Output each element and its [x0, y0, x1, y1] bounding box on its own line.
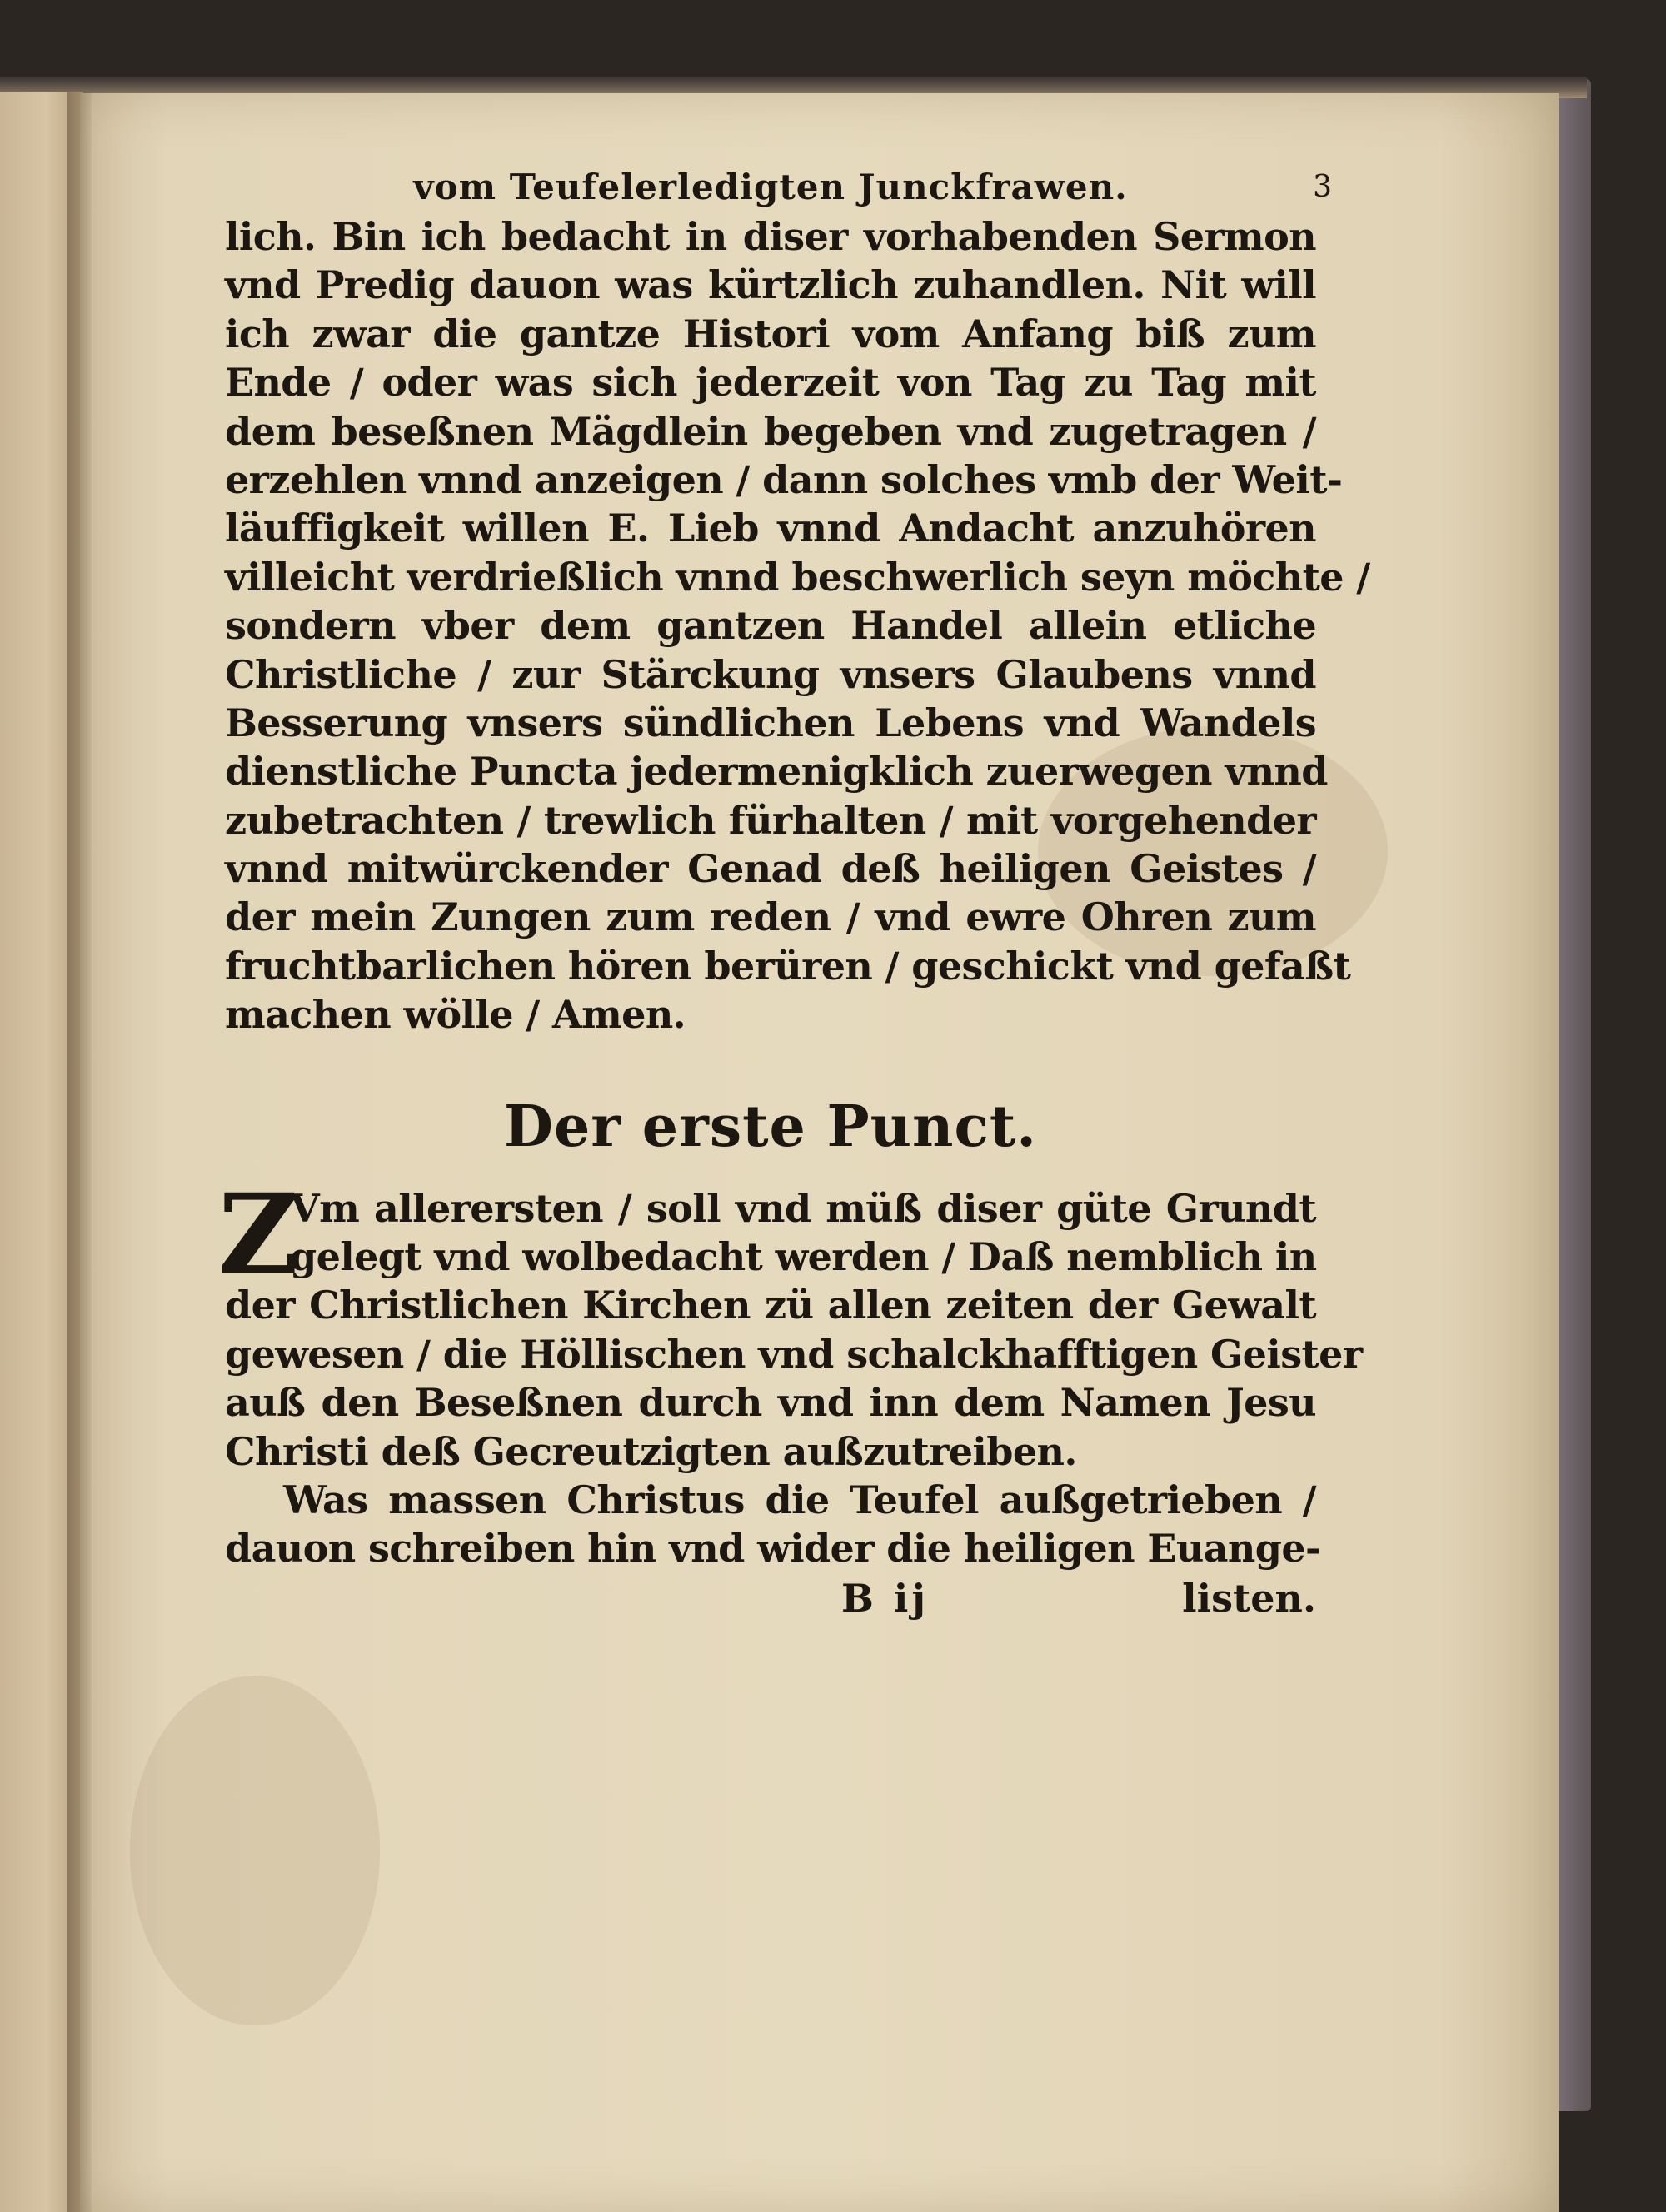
- book-gutter: [67, 92, 92, 2212]
- text-line: vnnd mitwürckender Genad deß heiligen Geistes /: [225, 846, 1316, 892]
- text-line: läuffigkeit willen E. Lieb vnnd Andacht anzuhören: [225, 506, 1316, 551]
- catchword: listen.: [1182, 1575, 1316, 1621]
- paper-stain: [130, 1676, 380, 2025]
- text-line: Was massen Christus die Teufel außgetrieben /: [283, 1477, 1316, 1522]
- page-footer: [225, 1573, 1316, 1623]
- text-line: der mein Zungen zum reden / vnd ewre Ohren zum: [225, 894, 1316, 940]
- text-line: Vm allerersten / soll vnd müß diser güte Grundt: [290, 1185, 1316, 1231]
- section-heading: Der erste Punct.: [504, 1093, 1037, 1160]
- running-head-title: vom Teufelerledigten Junckfrawen.: [413, 167, 1128, 207]
- page-text: [218, 162, 1370, 1623]
- text-line: auß den Beseßnen durch vnd inn dem Namen Jesu: [225, 1380, 1316, 1426]
- text-line: der Christlichen Kirchen zü allen zeiten der Gewalt: [225, 1283, 1316, 1328]
- text-line: lich. Bin ich bedacht in diser vorhabenden Sermon: [225, 214, 1316, 259]
- text-line: machen wölle / Amen.: [225, 992, 686, 1038]
- paragraph-intro: [225, 212, 1370, 1039]
- text-line: erzehlen vnnd anzeigen / dann solches vmb der Weit-: [225, 456, 1343, 502]
- text-line: vnd Predig dauon was kürtzlich zuhandlen. Nit will: [225, 262, 1316, 308]
- text-line: villeicht verdrießlich vnnd beschwerlich seyn möchte /: [225, 554, 1370, 600]
- drop-initial: Z: [218, 1169, 299, 1299]
- paragraph-christ: [225, 1476, 1321, 1573]
- running-head: [225, 162, 1333, 212]
- text-line: fruchtbarlichen hören berüren / geschickt vnd gefaßt: [225, 943, 1351, 989]
- paragraph-first-point: [218, 1169, 1363, 1476]
- text-line: Besserung vnsers sündlichen Lebens vnd Wandels: [225, 700, 1316, 745]
- text-line: sondern vber dem gantzen Handel allein etliche: [225, 603, 1316, 649]
- text-line: gelegt vnd wolbedacht werden / Daß nemblich in: [290, 1234, 1317, 1280]
- text-line: gewesen / die Höllischen vnd schalckhafftigen Geister: [225, 1331, 1363, 1377]
- text-line: dienstliche Puncta jedermenigklich zuerwegen vnnd: [225, 749, 1328, 795]
- text-line: Christi deß Gecreutzigten außzutreiben.: [225, 1428, 1077, 1474]
- text-line: dem beseßnen Mägdlein begeben vnd zugetragen /: [225, 408, 1316, 454]
- signature-mark: B ij: [841, 1575, 930, 1621]
- text-line: dauon schreiben hin vnd wider die heiligen Euange-: [225, 1526, 1321, 1572]
- text-line: ich zwar die gantze Histori vom Anfang biß zum: [225, 311, 1316, 356]
- page-number: 3: [1313, 170, 1333, 204]
- text-line: Ende / oder was sich jederzeit von Tag zu Tag mit: [225, 360, 1316, 406]
- text-line: zubetrachten / trewlich fürhalten / mit vorgehender: [225, 797, 1316, 843]
- text-line: Christliche / zur Stärckung vnsers Glaubens vnnd: [225, 651, 1316, 697]
